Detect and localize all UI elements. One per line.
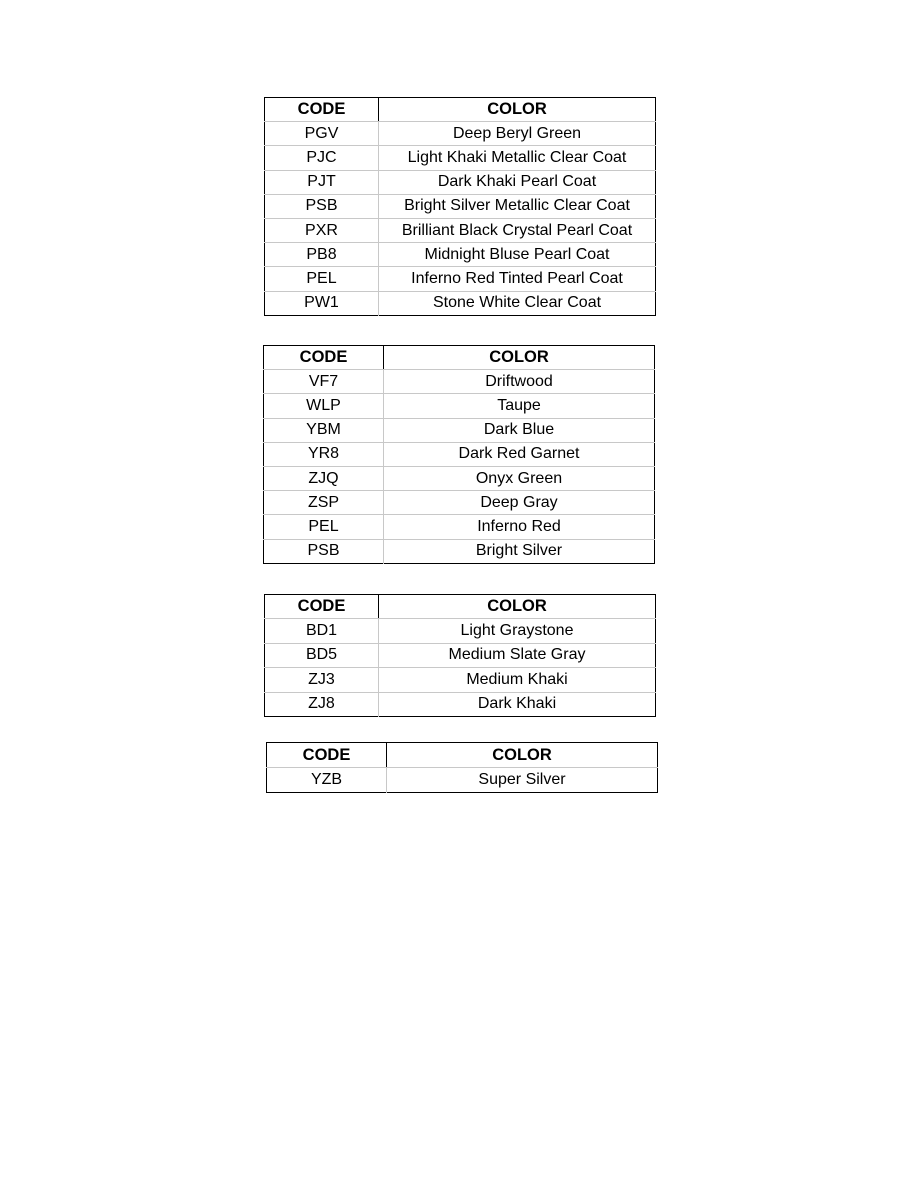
table-row [264,418,655,442]
code-cell: PJC [265,146,379,170]
color-cell: Brilliant Black Crystal Pearl Coat [379,218,656,242]
code-column-header: CODE [265,595,379,619]
code-cell: YZB [267,768,387,793]
color-column-header: COLOR [379,98,656,122]
table-row [265,291,656,315]
table-row [264,539,655,563]
table-row [265,146,656,170]
color-cell: Deep Gray [384,491,655,515]
code-column-header: CODE [265,98,379,122]
code-cell: PSB [264,539,384,563]
code-cell: ZJQ [264,466,384,490]
color-cell: Midnight Bluse Pearl Coat [379,243,656,267]
table-header-row [265,595,656,619]
color-cell: Bright Silver Metallic Clear Coat [379,194,656,218]
table-row [265,267,656,291]
color-cell: Light Khaki Metallic Clear Coat [379,146,656,170]
code-cell: PJT [265,170,379,194]
color-column-header: COLOR [379,595,656,619]
code-cell: BD5 [265,643,379,667]
color-cell: Medium Khaki [379,668,656,692]
color-cell: Driftwood [384,370,655,394]
paint-code-table-1 [264,97,656,316]
code-column-header: CODE [267,743,387,768]
paint-code-table-4 [266,742,658,793]
table-row [264,466,655,490]
color-cell: Inferno Red [384,515,655,539]
code-cell: PEL [265,267,379,291]
color-cell: Stone White Clear Coat [432,294,602,312]
code-cell: VF7 [264,370,384,394]
table-header-row [267,743,658,768]
color-cell: Light Graystone [379,619,656,643]
table-row [264,491,655,515]
color-column-header: COLOR [387,743,658,768]
code-cell: YR8 [264,442,384,466]
table-row [265,619,656,643]
code-cell: YBM [264,418,384,442]
code-cell: PW1 [265,291,379,315]
code-cell: WLP [264,394,384,418]
table-row [265,194,656,218]
code-cell: PEL [264,515,384,539]
table-row [264,394,655,418]
table-row [265,668,656,692]
table-row [265,692,656,716]
color-cell: Dark Blue [384,418,655,442]
table-row [265,243,656,267]
code-cell: PGV [265,122,379,146]
code-cell: PXR [265,218,379,242]
table-row [264,515,655,539]
color-cell: Bright Silver [475,542,563,560]
code-cell: PSB [265,194,379,218]
color-cell: Dark Khaki [477,695,557,713]
code-cell: PB8 [265,243,379,267]
color-cell: Dark Khaki Pearl Coat [379,170,656,194]
color-cell: Medium Slate Gray [379,643,656,667]
color-cell: Super Silver [478,771,566,788]
table-row [265,122,656,146]
color-cell: Taupe [384,394,655,418]
table-row [267,768,658,793]
paint-code-table-3 [264,594,656,717]
table-header-row [265,98,656,122]
color-cell: Inferno Red Tinted Pearl Coat [379,267,656,291]
paint-code-table-2 [263,345,655,564]
code-cell: ZSP [264,491,384,515]
code-cell: ZJ3 [265,668,379,692]
table-row [265,218,656,242]
code-column-header: CODE [264,346,384,370]
table-row [264,442,655,466]
color-cell: Dark Red Garnet [384,442,655,466]
table-row [264,370,655,394]
table-header-row [264,346,655,370]
color-column-header: COLOR [384,346,655,370]
color-cell: Deep Beryl Green [379,122,656,146]
code-cell: BD1 [265,619,379,643]
color-cell: Onyx Green [384,466,655,490]
table-row [265,643,656,667]
table-row [265,170,656,194]
code-cell: ZJ8 [265,692,379,716]
